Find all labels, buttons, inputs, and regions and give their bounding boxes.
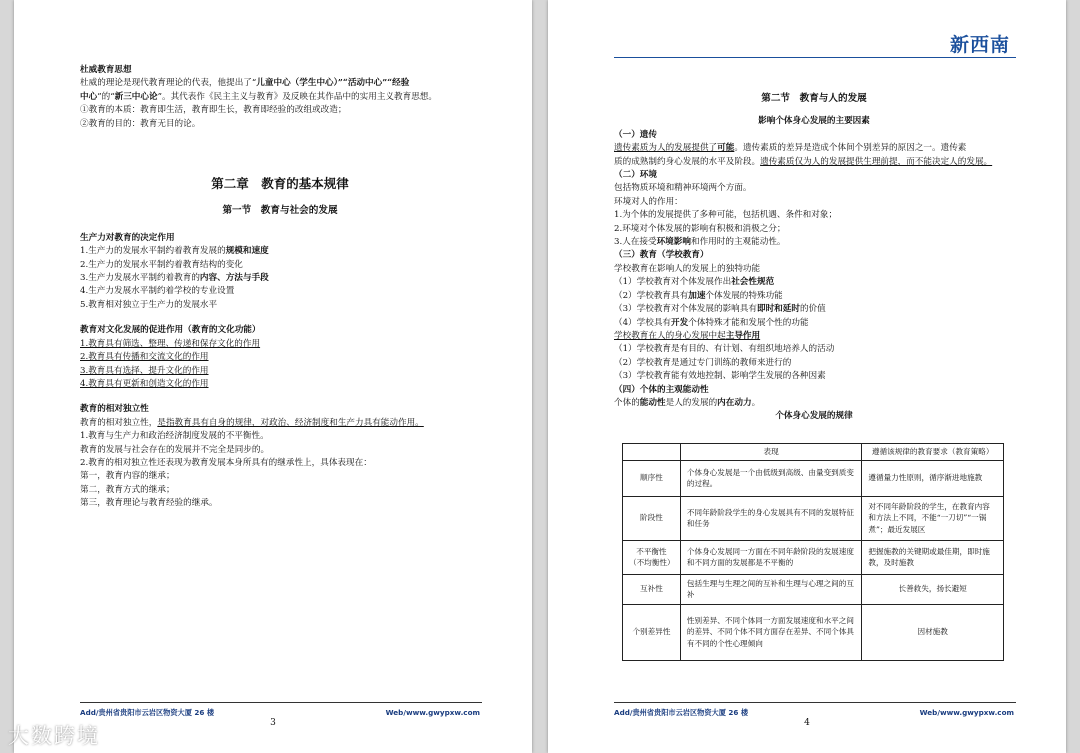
header-divider bbox=[614, 57, 1016, 58]
document-page-3 bbox=[14, 0, 532, 753]
culture-item-3: 3.教育具有选择、提升文化的作用 bbox=[80, 365, 209, 376]
dewey-point-1: ①教育的本质：教育即生活，教育即生长，教育即经验的改组或改造； bbox=[80, 105, 347, 116]
dewey-paragraph-line1: 杜威的理论是现代教育理论的代表，他提出了“儿童中心（学生中心）”“活动中心”“经验 bbox=[80, 78, 410, 89]
footer-address: Add/贵州省贵阳市云岩区物资大厦 26 楼 bbox=[614, 708, 749, 717]
heredity-line-1: 遗传素质为人的发展提供了可能。遗传素质的差异是造成个体间个别差异的原因之一。遗传素 bbox=[614, 143, 967, 154]
independence-line-3: 2.教育的相对独立性还表现为教育发展本身所具有的继承性上，具体表现在： bbox=[80, 457, 372, 468]
table-cell-law: 不平衡性（不均衡性） bbox=[623, 540, 681, 574]
independence-line-4: 第一，教育内容的继承； bbox=[80, 471, 175, 482]
dewey-title: 杜威教育思想 bbox=[80, 65, 132, 75]
table-cell-req: 长善救失，扬长避短 bbox=[862, 574, 1004, 604]
table-row bbox=[623, 540, 1004, 574]
dewey-paragraph-line2: 中心”的“新三中心论”。其代表作《民主主义与教育》及反映在其作品中的实用主义教育思想。 bbox=[80, 91, 437, 102]
independence-definition: 教育的相对独立性，是指教育具有自身的规律，对政治、经济制度和生产力具有能动作用。 bbox=[80, 417, 424, 428]
table-cell-desc: 个体身心发展是一个由低级到高级、由量变到质变的过程。 bbox=[680, 460, 861, 496]
heredity-title: （一）遗传 bbox=[614, 129, 657, 140]
table-cell-desc: 不同年龄阶段学生的身心发展具有不同的发展特征和任务 bbox=[680, 496, 861, 540]
footer-website: Web/www.gwypxw.com bbox=[919, 708, 1014, 717]
table-header-manifestation: 表现 bbox=[680, 444, 861, 461]
table-header-row bbox=[623, 444, 1004, 461]
table-row bbox=[623, 460, 1004, 496]
school-title: （三）教育（学校教育） bbox=[614, 250, 709, 261]
table-cell-law: 个别差异性 bbox=[623, 604, 681, 660]
footer-website: Web/www.gwypxw.com bbox=[385, 708, 480, 717]
independence-title: 教育的相对独立性 bbox=[80, 404, 149, 415]
school-line-8: （2）学校教育是通过专门训练的教师来进行的 bbox=[614, 357, 792, 368]
footer-divider bbox=[614, 702, 1016, 703]
page-number: 3 bbox=[270, 718, 276, 728]
culture-title: 教育对文化发展的促进作用（教育的文化功能） bbox=[80, 325, 261, 336]
dewey-point-2: ②教育的目的：教育无目的论。 bbox=[80, 118, 201, 129]
chapter-title: 第二章 教育的基本规律 bbox=[211, 176, 349, 192]
section-title-2: 第二节 教育与人的发展 bbox=[761, 93, 867, 104]
table-cell-desc: 性别差异、不同个体同一方面发展速度和水平之间的差异、不同个体不同方面存在差异、不同个体具有不同的个性心理倾向 bbox=[680, 604, 861, 660]
table-cell-law: 互补性 bbox=[623, 574, 681, 604]
table-cell-req: 对不同年龄阶段的学生，在教育内容和方法上不同，不能“一刀切”“一锅煮”；最近发展区 bbox=[862, 496, 1004, 540]
initiative-line: 个体的能动性是人的发展的内在动力。 bbox=[614, 397, 761, 408]
footer-divider bbox=[80, 702, 482, 703]
factors-title: 影响个体身心发展的主要因素 bbox=[758, 116, 870, 127]
initiative-title: （四）个体的主观能动性 bbox=[614, 384, 709, 395]
environment-line-3: 1.为个体的发展提供了多种可能，包括机遇、条件和对象； bbox=[614, 210, 838, 221]
table-cell-law: 顺序性 bbox=[623, 460, 681, 496]
culture-item-2: 2.教育具有传播和交流文化的作用 bbox=[80, 352, 209, 363]
school-line-7: （1）学校教育是有目的、有计划、有组织地培养人的活动 bbox=[614, 344, 835, 355]
school-line-1: 学校教育在影响人的发展上的独特功能 bbox=[614, 263, 761, 274]
school-line-9: （3）学校教育能有效地控制、影响学生发展的各种因素 bbox=[614, 371, 826, 382]
productivity-item-3: 3.生产力发展水平制约着教育的内容、方法与手段 bbox=[80, 273, 269, 284]
table-header-blank bbox=[623, 444, 681, 461]
productivity-item-5: 5.教育相对独立于生产力的发展水平 bbox=[80, 299, 218, 310]
table-row bbox=[623, 604, 1004, 660]
brand-logo: 新西南 bbox=[949, 34, 1010, 56]
table-row bbox=[623, 496, 1004, 540]
table-cell-req: 因材施教 bbox=[862, 604, 1004, 660]
environment-line-1: 包括物质环境和精神环境两个方面。 bbox=[614, 183, 752, 194]
table-title: 个体身心发展的规律 bbox=[775, 411, 853, 422]
page-4-content bbox=[614, 92, 1014, 424]
footer-address: Add/贵州省贵阳市云岩区物资大厦 26 楼 bbox=[80, 708, 215, 717]
table-cell-req: 遵循量力性原则，循序渐进地施教 bbox=[862, 460, 1004, 496]
school-line-4: （3）学校教育对个体发展的影响具有即时和延时的价值 bbox=[614, 304, 826, 315]
table-cell-req: 把握施教的关键期或最佳期，即时施教，及时施教 bbox=[862, 540, 1004, 574]
page-3-content bbox=[80, 64, 480, 511]
school-line-3: （2）学校教育具有加速个体发展的特殊功能 bbox=[614, 290, 783, 301]
development-laws-table bbox=[622, 443, 1004, 661]
page-number: 4 bbox=[804, 718, 810, 728]
document-page-4 bbox=[548, 0, 1066, 753]
environment-line-4: 2.环境对个体发展的影响有积极和消极之分； bbox=[614, 223, 786, 234]
independence-line-1: 1.教育与生产力和政治经济制度发展的不平衡性。 bbox=[80, 431, 269, 442]
independence-line-2: 教育的发展与社会存在的发展并不完全是同步的。 bbox=[80, 444, 270, 455]
productivity-item-4: 4.生产力发展水平制约着学校的专业设置 bbox=[80, 286, 235, 297]
culture-item-1: 1.教育具有筛选、整理、传递和保存文化的作用 bbox=[80, 338, 261, 349]
section-title-1: 第一节 教育与社会的发展 bbox=[222, 205, 338, 217]
table-header-requirement: 遵循该规律的教育要求（教育策略） bbox=[862, 444, 1004, 461]
environment-line-5: 3.人在接受环境影响和作用时的主观能动性。 bbox=[614, 237, 786, 248]
heredity-line-2: 质的成熟制约身心发展的水平及阶段。遗传素质仅为人的发展提供生理前提，而不能决定人的发展。 bbox=[614, 156, 993, 167]
school-line-5: （4）学校具有开发个体特殊才能和发展个性的功能 bbox=[614, 317, 809, 328]
environment-line-2: 环境对人的作用： bbox=[614, 196, 683, 207]
table-row bbox=[623, 574, 1004, 604]
culture-item-4: 4.教育具有更新和创造文化的作用 bbox=[80, 378, 209, 389]
table-cell-desc: 个体身心发展同一方面在不同年龄阶段的发展速度和不同方面的发展都是不平衡的 bbox=[680, 540, 861, 574]
independence-line-6: 第三，教育理论与教育经验的继承。 bbox=[80, 498, 218, 509]
independence-line-5: 第二，教育方式的继承； bbox=[80, 484, 175, 495]
school-line-6: 学校教育在人的身心发展中起主导作用 bbox=[614, 330, 761, 341]
watermark-text: 大数跨境 bbox=[8, 724, 100, 748]
productivity-item-2: 2.生产力的发展水平制约着教育结构的变化 bbox=[80, 259, 243, 270]
productivity-item-1: 1.生产力的发展水平制约着教育发展的规模和速度 bbox=[80, 246, 269, 257]
environment-title: （二）环境 bbox=[614, 170, 657, 181]
productivity-title: 生产力对教育的决定作用 bbox=[80, 232, 175, 243]
table-cell-desc: 包括生理与生理之间的互补和生理与心理之间的互补 bbox=[680, 574, 861, 604]
table-cell-law: 阶段性 bbox=[623, 496, 681, 540]
school-line-2: （1）学校教育对个体发展作出社会性规范 bbox=[614, 277, 775, 288]
